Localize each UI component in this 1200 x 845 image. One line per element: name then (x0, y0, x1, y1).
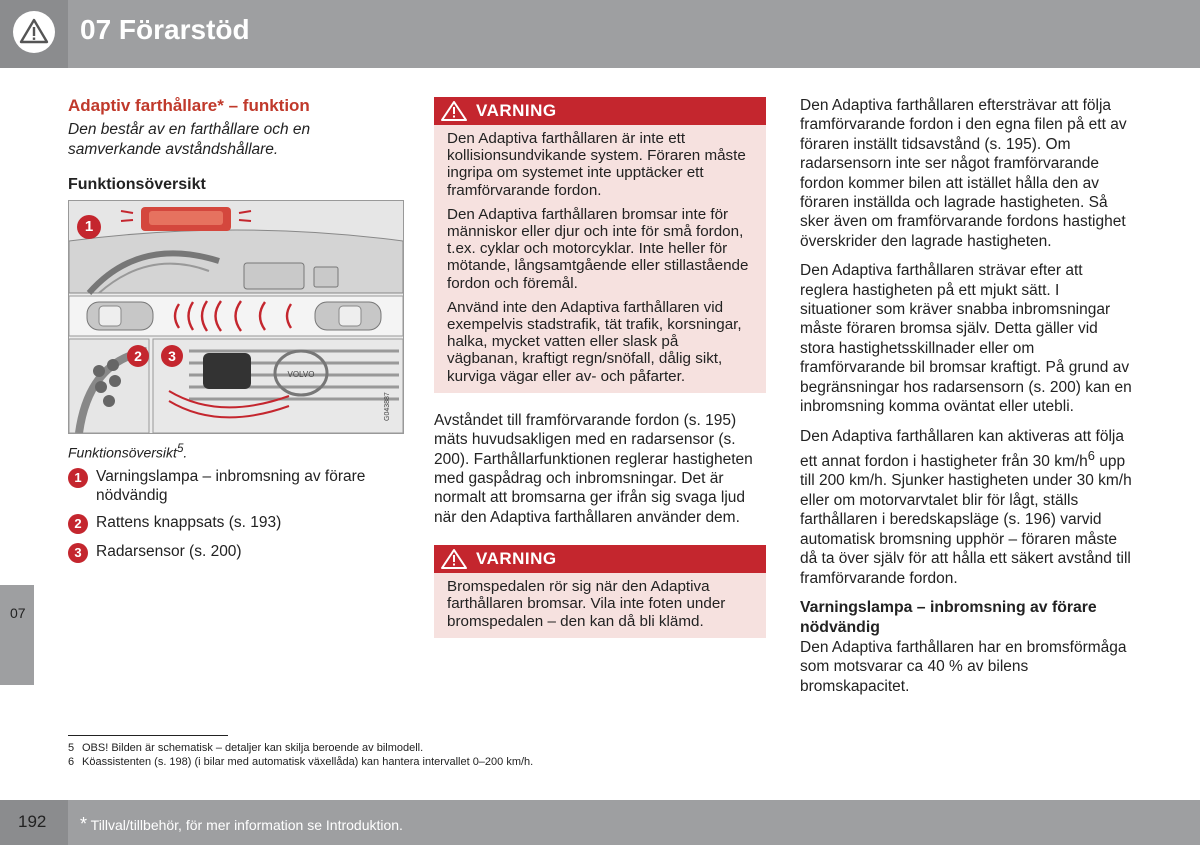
figure-illustration (69, 201, 403, 433)
warning-label: VARNING (476, 549, 557, 569)
warning-body (434, 125, 766, 393)
legend-text-3: Radarsensor (s. 200) (96, 542, 242, 560)
figure-callout-3: 3 (161, 345, 183, 367)
paragraph-text: Den Adaptiva farthållaren kan aktiveras att följa ett annat fordon i hastigheter från 30 km/h (800, 427, 1124, 471)
footnote-ref: 6 (1087, 447, 1095, 463)
footnote (68, 741, 533, 755)
paragraph-text: upp till 200 km/h. Sjunker hastigheten under 30 km/h eller om motorvarvtalet blir för lågt, ställs farthållaren i beredskapsläge (s. 196) varvid automatisk bromsning upphör – föraren måste då ta över själv för att hålla ett säkert avstånd till framförvarande fordon. (800, 453, 1132, 587)
side-tab-label: 07 (10, 605, 26, 621)
chapter-side-tab (0, 585, 34, 685)
svg-text:VOLVO: VOLVO (287, 370, 315, 379)
footnote-divider (68, 735, 228, 736)
page-header (0, 0, 1200, 68)
page-number: 192 (18, 812, 47, 831)
subheading-warning-lamp: Varningslampa – inbromsning av förare nödvändig (800, 598, 1097, 636)
warning-header (434, 545, 766, 573)
legend-text-1: Varningslampa – inbromsning av förare nödvändig (96, 467, 366, 504)
subheading-overview: Funktionsöversikt (68, 176, 206, 193)
footnote-text: Köassistenten (s. 198) (i bilar med automatisk växellåda) kan hantera intervallet 0–200 km/h. (82, 756, 534, 768)
legend-number-3: 3 (68, 543, 88, 563)
legend-number-2: 2 (68, 514, 88, 534)
warning-triangle-icon (13, 11, 55, 53)
middle-column (434, 97, 766, 638)
section-title: Adaptiv farthållare* – funktion (68, 96, 310, 115)
footnote-text: OBS! Bilden är schematisk – detaljer kan skilja beroende av bilmodell. (82, 742, 424, 754)
section-intro: Den består av en farthållare och en samverkande avståndshållare. (68, 121, 311, 158)
function-overview-figure (68, 200, 404, 434)
warning-triangle-icon (440, 100, 468, 122)
warning-paragraph: Den Adaptiva farthållaren bromsar inte för människor eller djur och inte för små fordon, t.ex. cyklar och motorcyklar. Inte heller för mötande, långsamtgående eller stillastående fordon och föremål. (447, 205, 749, 292)
body-paragraph: Avståndet till framförvarande fordon (s. 195) mäts huvudsakligen med en radarsensor (s. 200). Farthållarfunktionen reglerar hastigheten med gaspådrag och inbromsningar. Det är normalt att bromsarna ger ifrån sig svaga ljud när den Adaptiva farthållaren använder dem. (434, 411, 753, 526)
header-icon-tab (0, 0, 68, 68)
figure-caption: Funktionsöversikt$^5$. (68, 442, 188, 461)
warning-paragraph: Den Adaptiva farthållaren är inte ett kollisionsundvikande system. Föraren måste ingripa om systemet inte upptäcker ett framförvarande fordon. (447, 130, 746, 199)
footer-page-tab (0, 800, 68, 845)
asterisk: * (80, 814, 88, 834)
figure-legend (68, 467, 388, 563)
footnote-number: 5 (68, 742, 75, 754)
figure-callout-2: 2 (127, 345, 149, 367)
footnote (68, 755, 533, 769)
footer-note (80, 814, 403, 835)
warning-label: VARNING (476, 101, 557, 120)
right-column (800, 96, 1135, 706)
footnote-number: 6 (68, 756, 75, 768)
figure-callout-1: 1 (77, 215, 101, 239)
footnotes (68, 741, 533, 769)
footer-note-text: Tillval/tillbehör, för mer information se Introduktion. (90, 817, 403, 833)
caption-text: Funktionsöversikt (68, 444, 177, 461)
warning-body (434, 573, 766, 638)
page-footer (0, 800, 1200, 845)
legend-item (68, 542, 388, 563)
warning-paragraph: Bromspedalen rör sig när den Adaptiva farthållaren bromsar. Vila inte foten under bromspedalen – den kan då bli klämd. (447, 578, 726, 630)
legend-text-2: Rattens knappsats (s. 193) (96, 513, 282, 531)
legend-item (68, 467, 388, 505)
body-paragraph: Den Adaptiva farthållaren eftersträvar att följa framförvarande fordon i den egna filen på ett av föraren inställt tidsavstånd (s. 195). Om radarsensorn inte ser något framförvarande fordon kommer bilen att istället hålla den av föraren inställda och lagrade hastigheten. Så sker även om framförvarande fordons hastighet överskrider den lagrade hastigheten. (800, 97, 1127, 250)
chapter-title: 07 Förarstöd (80, 14, 250, 45)
caption-footnote-ref: 5 (176, 442, 184, 455)
body-paragraph (800, 427, 1135, 588)
left-column (68, 96, 391, 571)
svg-text:G043887: G043887 (384, 392, 391, 421)
legend-item (68, 513, 388, 534)
warning-paragraph: Använd inte den Adaptiva farthållaren vid exempelvis stadstrafik, tät trafik, korsningar, halka, mycket vatten eller slask på vägbanan, kraftigt regn/snöfall, dålig sikt, kurviga vägar eller av- och påfarter. (447, 298, 742, 385)
legend-number-1: 1 (68, 468, 88, 488)
warning-box-1 (434, 97, 766, 393)
body-paragraph: Den Adaptiva farthållaren har en bromsförmåga som motsvarar ca 40 % av bilens bromskapacitet. (800, 638, 1127, 695)
body-paragraph: Den Adaptiva farthållaren strävar efter att reglera hastigheten på ett mjukt sätt. I situationer som kräver snabba inbromsningar måste föraren bromsa själv. Detta gäller vid stora hastighetsskillnader eller om framförvarande bil bromsar kraftigt. På grund av begränsningar hos radarsensorn (s. 200) kan en inbromsning komma oväntat eller utebli. (800, 262, 1132, 416)
warning-header (434, 97, 766, 125)
warning-triangle-icon (440, 548, 468, 570)
warning-box-2 (434, 545, 766, 638)
